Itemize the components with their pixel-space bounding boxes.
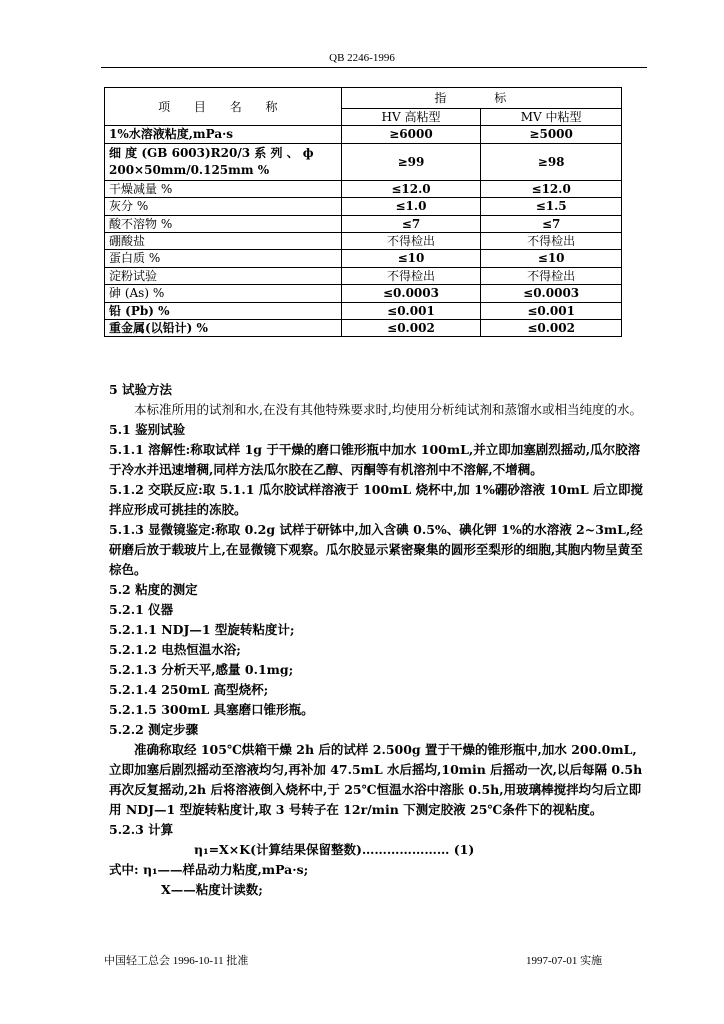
row-mv-value: ≥5000 [481, 126, 622, 143]
list-item: 5.2.1.2 电热恒温水浴; [109, 642, 241, 657]
header-rule [101, 67, 647, 68]
row-hv-value: ≤7 [341, 215, 481, 232]
row-name: 重金属(以铅计) % [105, 319, 342, 336]
row-hv-value: ≤0.0003 [341, 285, 481, 302]
list-item: 5.2.1.3 分析天平,感量 0.1mg; [109, 662, 294, 677]
section-heading: 5.2 粘度的测定 [109, 582, 198, 597]
section-heading: 5.2.3 计算 [109, 822, 174, 837]
row-name: 铅 (Pb) % [105, 302, 342, 319]
formula-legend: 式中: η₁——样品动力粘度,mPa·s; [109, 862, 309, 877]
table-row [105, 302, 622, 319]
index-header: 指 标 [341, 88, 621, 109]
row-hv-value: ≤12.0 [341, 180, 481, 197]
standard-code: QB 2246-1996 [329, 52, 395, 64]
list-item: 5.2.1.5 300mL 具塞磨口锥形瓶。 [109, 702, 314, 717]
table-row [105, 267, 622, 284]
row-mv-value: ≤7 [481, 215, 622, 232]
row-name: 细 度 (GB 6003)R20/3 系 列 、 ф 200×50mm/0.125mm % [105, 143, 342, 180]
paragraph: 本标准所用的试剂和水,在没有其他特殊要求时,均使用分析纯试剂和蒸馏水或相当纯度的水。 [134, 402, 642, 417]
test-methods-section [109, 380, 647, 900]
row-mv-value: ≥98 [481, 143, 622, 180]
row-hv-value: ≥99 [341, 143, 481, 180]
row-mv-value: ≤0.001 [481, 302, 622, 319]
table-row [105, 126, 622, 143]
row-mv-value: ≤10 [481, 250, 622, 267]
row-hv-value: ≤0.002 [341, 319, 481, 336]
table-row [105, 232, 622, 249]
paragraph: 准确称取经 105℃烘箱干燥 2h 后的试样 2.500g 置于干燥的锥形瓶中,加水 200.0mL,立即加塞后剧烈摇动至溶液均匀,再补加 47.5mL 水后摇均,10min 后摇动一次,以后每隔 0.5h 再次反复摇动,2h 后将溶液倒入烧杯中,于 25℃恒温水浴中溶胀 0.5h,用玻璃棒搅拌均匀后立即用 NDJ—1 型旋转粘度计,取 3 号转子在 12r/min 下测定胶液 25℃条件下的视粘度。 [109, 742, 643, 817]
list-item: 5.2.1.4 250mL 高型烧杯; [109, 682, 269, 697]
row-hv-value: 不得检出 [341, 232, 481, 249]
row-name: 淀粉试验 [105, 267, 342, 284]
row-mv-value: ≤1.5 [481, 198, 622, 215]
row-mv-value: 不得检出 [481, 232, 622, 249]
section-heading: 5.1 鉴别试验 [109, 422, 186, 437]
section-heading: 5.2.2 测定步骤 [109, 722, 199, 737]
table-row [105, 319, 622, 336]
table-row [105, 143, 622, 180]
table-header-row [105, 88, 622, 109]
row-mv-value: 不得检出 [481, 267, 622, 284]
row-mv-value: ≤12.0 [481, 180, 622, 197]
row-hv-value: ≤1.0 [341, 198, 481, 215]
formula-legend: X——粘度计读数; [161, 882, 263, 897]
row-name: 硼酸盐 [105, 232, 342, 249]
col-mv-header: MV 中粘型 [481, 109, 622, 126]
section-heading: 5.2.1 仪器 [109, 602, 174, 617]
implementation-date: 1997-07-01 实施 [526, 955, 603, 967]
row-name: 蛋白质 % [105, 250, 342, 267]
formula: η₁=X×K(计算结果保留整数)………………… (1) [194, 842, 475, 857]
table-row [105, 250, 622, 267]
row-name: 砷 (As) % [105, 285, 342, 302]
row-hv-value: ≤10 [341, 250, 481, 267]
row-hv-value: 不得检出 [341, 267, 481, 284]
item-name-header: 项 目 名 称 [105, 88, 342, 126]
col-hv-header: HV 高粘型 [341, 109, 481, 126]
specification-table [104, 87, 622, 337]
section-heading: 5 试验方法 [109, 382, 173, 397]
table-row [105, 180, 622, 197]
row-hv-value: ≤0.001 [341, 302, 481, 319]
list-item: 5.2.1.1 NDJ—1 型旋转粘度计; [109, 622, 295, 637]
paragraph: 5.1.3 显微镜鉴定:称取 0.2g 试样于研钵中,加入含碘 0.5%、碘化钾 1%的水溶液 2~3mL,经研磨后放于载玻片上,在显微镜下观察。瓜尔胶显示紧密聚集的圆形至梨形的细胞,其胞内物呈黄至棕色。 [109, 522, 643, 577]
table-row [105, 198, 622, 215]
row-name: 1%水溶液粘度,mPa·s [105, 126, 342, 143]
table-row [105, 215, 622, 232]
row-name: 干燥减量 % [105, 180, 342, 197]
row-name: 灰分 % [105, 198, 342, 215]
row-mv-value: ≤0.002 [481, 319, 622, 336]
approval-date: 中国轻工总会 1996-10-11 批准 [104, 955, 249, 967]
row-mv-value: ≤0.0003 [481, 285, 622, 302]
table-row [105, 285, 622, 302]
row-hv-value: ≥6000 [341, 126, 481, 143]
paragraph: 5.1.2 交联反应:取 5.1.1 瓜尔胶试样溶液于 100mL 烧杯中,加 1%硼砂溶液 10mL 后立即搅拌应形成可挑挂的冻胶。 [109, 482, 643, 517]
paragraph: 5.1.1 溶解性:称取试样 1g 于干燥的磨口锥形瓶中加水 100mL,并立即加塞剧烈摇动,瓜尔胶溶于冷水并迅速增稠,同样方法瓜尔胶在乙醇、丙酮等有机溶剂中不溶解,不增稠。 [109, 442, 641, 477]
row-name: 酸不溶物 % [105, 215, 342, 232]
